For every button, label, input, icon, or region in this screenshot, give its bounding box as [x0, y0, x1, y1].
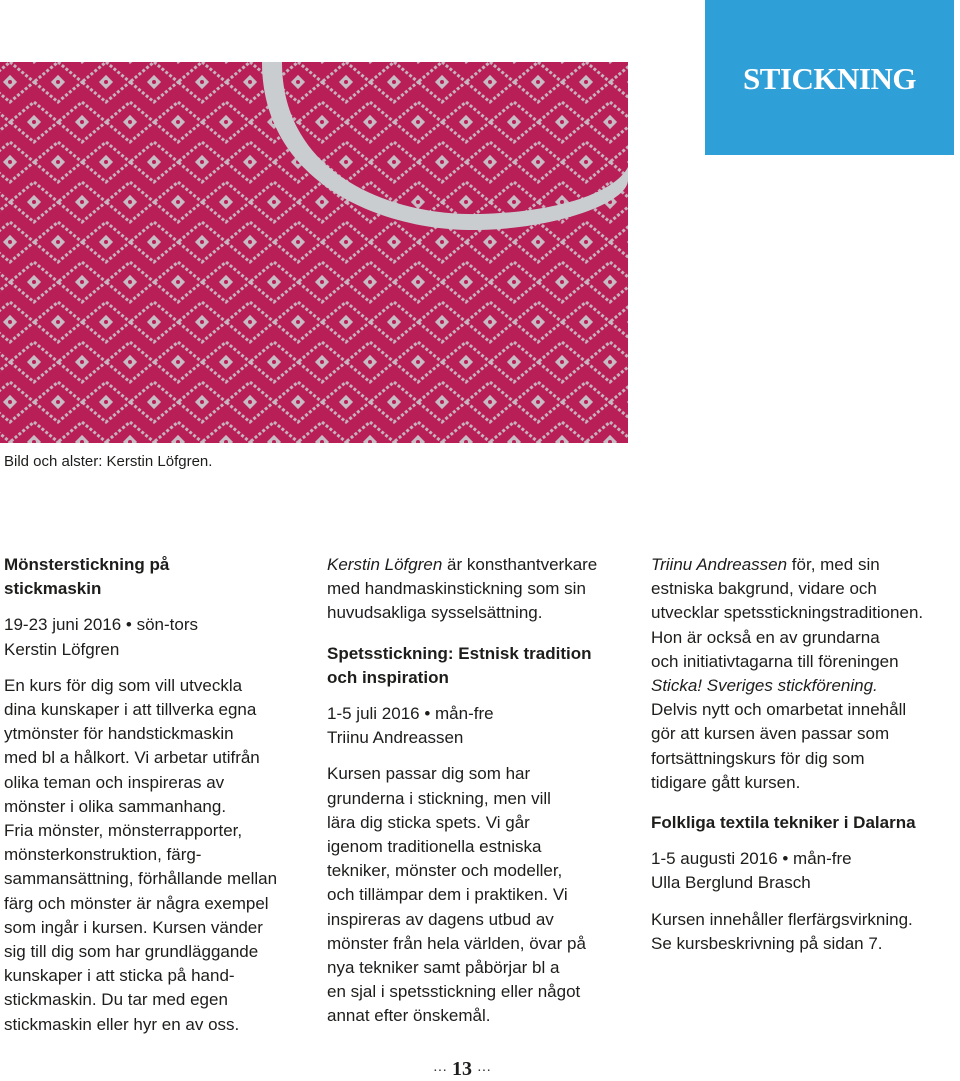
- course-teacher: Kerstin Löfgren: [4, 639, 120, 659]
- page-number: ··· 13 ···: [433, 1058, 491, 1080]
- knitwork-photo: [0, 62, 628, 443]
- section-tab: [705, 0, 954, 155]
- course-title: Folkliga textila tekniker i Dalarna: [651, 813, 916, 833]
- course-description: En kurs för dig som vill utveckla dina kunskaper i att tillverka egna ytmönster för handstickmaskin med bl a hålkort. Vi arbetar utifrån olika teman och inspireras av mönster i olika sammanhang. Fria mönster, mönsterrapporter, mönsterkonstruktion, färg- sammansättning, förhållande mellan färg och mönster är några exempel som ingår i kursen. Kursen vänder sig till dig som har grundläggande kunskaper i att sticka på hand- stickmaskin. Du tar med egen stickmaskin eller hyr en av oss.: [4, 675, 278, 1034]
- course-column-3: [651, 553, 956, 956]
- course-description: Kursen innehåller flerfärgsvirkning. Se kursbeskrivning på sidan 7.: [651, 909, 913, 953]
- course-meta: [4, 613, 300, 661]
- teacher-bio: Kerstin Löfgren är konsthantverkare med handmaskinstickning som sin huvudsakliga sysselsättning.: [327, 555, 598, 623]
- course-title: Mönsterstickning på stickmaskin: [4, 555, 170, 599]
- course-dates: 1-5 juli 2016 • mån-fre: [327, 704, 494, 724]
- section-label: STICKNING: [743, 60, 916, 96]
- photo-caption: Bild och alster: Kerstin Löfgren.: [4, 453, 213, 470]
- course-dates: 19-23 juni 2016 • sön-tors: [4, 615, 199, 635]
- course-teacher: Ulla Berglund Brasch: [651, 873, 811, 893]
- course-teacher: Triinu Andreassen: [327, 728, 464, 748]
- course-description: Kursen passar dig som har grunderna i stickning, men vill lära dig sticka spets. Vi går igenom traditionella estniska tekniker, mönster och modeller, och tillämpar dem i praktiken. Vi inspireras av dagens utbud av mönster från hela världen, övar på nya tekniker samt påbörjar bl a en sjal i spetsstickning eller något annat efter önskemål.: [327, 764, 586, 1026]
- knitwork-pattern-image: [0, 62, 628, 443]
- course-meta: [327, 702, 631, 750]
- teacher-bio: Triinu Andreassen för, med sin estniska bakgrund, vidare och utvecklar spetsstickningstraditionen. Hon är också en av grundarna och initiativtagarna till föreningen Sticka! Sveriges stickförening. Delvis nytt och omarbetat innehåll gör att kursen även passar som fortsättningskurs för dig som tidigare gått kursen.: [651, 555, 924, 792]
- course-column-2: [327, 553, 631, 1029]
- course-meta: [651, 847, 956, 895]
- course-column-1: [4, 553, 300, 1037]
- course-title: Spetsstickning: Estnisk tradition och inspiration: [327, 643, 592, 687]
- course-dates: 1-5 augusti 2016 • mån-fre: [651, 849, 852, 869]
- association-name: Sticka! Sveriges stickförening.: [651, 676, 878, 696]
